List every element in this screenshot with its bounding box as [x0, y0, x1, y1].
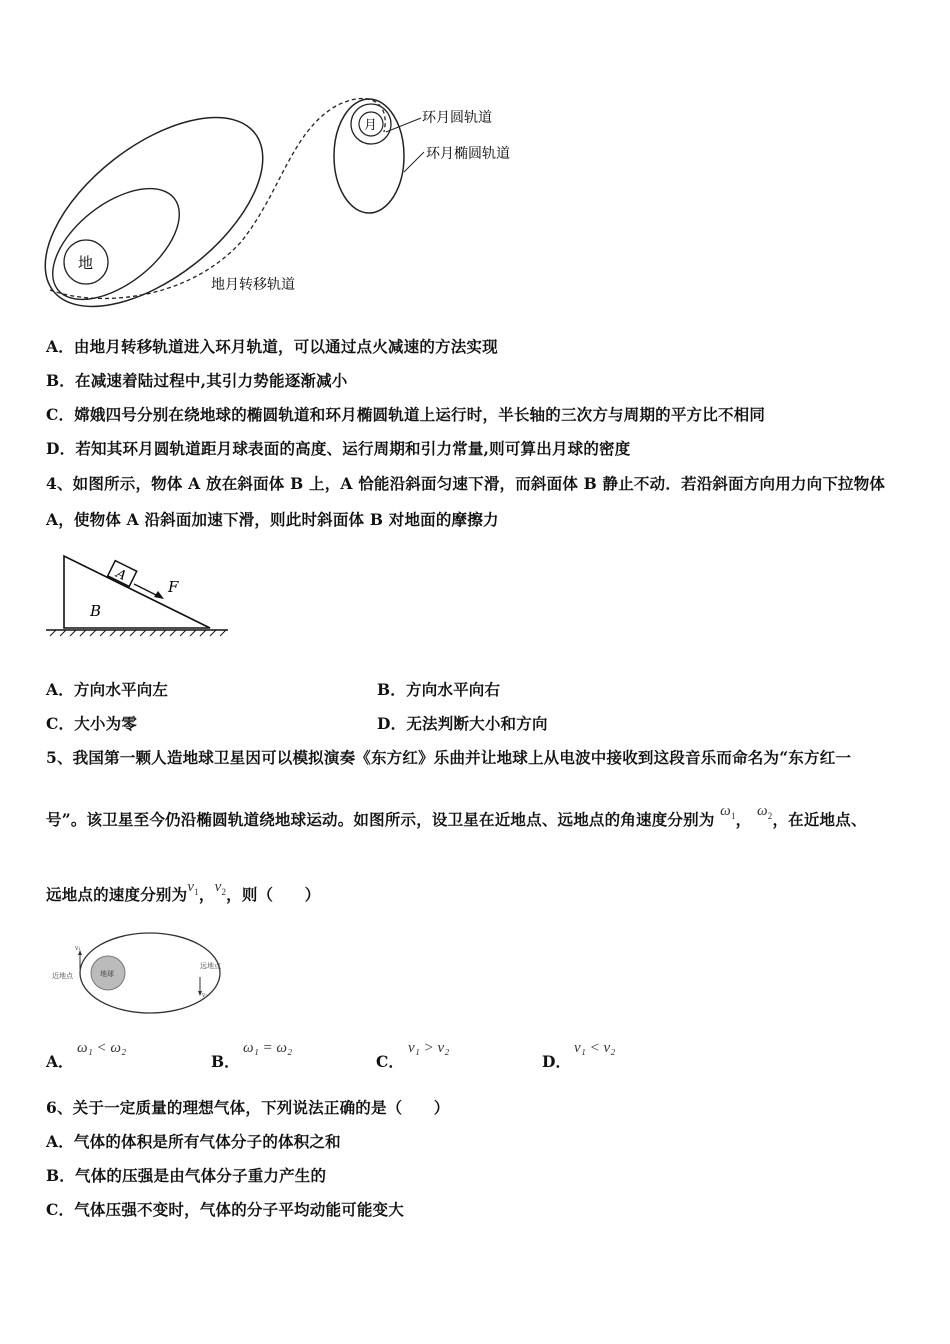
earth-small-orbit	[36, 167, 199, 312]
v1-sub: 1	[194, 887, 199, 897]
v1-symbol	[187, 879, 199, 895]
q5-option-d-math: v₁ < v₂	[574, 1040, 616, 1056]
v1-label: v₁	[75, 945, 81, 952]
incline-block-b	[64, 556, 210, 628]
omega2-sub: 2	[767, 811, 773, 821]
block-a	[107, 561, 136, 588]
v1-letter: v	[187, 879, 195, 895]
q6-option-a: A．气体的体积是所有气体分子的体积之和	[46, 1132, 341, 1151]
q4-option-c: C．大小为零	[46, 714, 138, 733]
moon-label: 月	[364, 118, 378, 133]
q5-stem-line2	[46, 803, 867, 831]
omega1-symbol	[720, 803, 736, 819]
transfer-orbit	[50, 98, 385, 298]
q3-option-b: B．在减速着陆过程中,其引力势能逐渐减小	[46, 371, 348, 390]
force-label: F	[168, 578, 179, 596]
q5-line2-text: 号”。该卫星至今仍沿椭圆轨道绕地球运动。如图所示，设卫星在近地点、远地点的角速度分别为	[46, 810, 715, 829]
ground-hatch	[50, 630, 226, 636]
q5-line3-text: 远地点的速度分别为	[46, 885, 188, 904]
block-b-label: B	[90, 602, 102, 620]
omega2-symbol	[757, 803, 773, 819]
q6-option-b: B．气体的压强是由气体分子重力产生的	[46, 1166, 327, 1185]
q5-stem-line1: 5、我国第一颗人造地球卫星因可以模拟演奏《东方红》乐曲并让地球上从电波中接收到这段音乐而命名为“东方红一	[46, 748, 852, 767]
q3-option-d: D．若知其环月圆轨道距月球表面的高度、运行周期和引力常量,则可算出月球的密度	[46, 439, 631, 458]
q4-option-d: D．无法判断大小和方向	[377, 714, 548, 733]
q5-option-b-label: B．	[211, 1052, 240, 1071]
v2-label: v₂	[202, 992, 208, 999]
omega1-letter: ω	[720, 803, 731, 819]
q5-option-a-math: ω₁ < ω₂	[77, 1040, 127, 1056]
q5-option-c-math: v₁ > v₂	[408, 1040, 450, 1056]
omega2-letter: ω	[756, 803, 768, 819]
q3-option-c: C．嫦娥四号分别在绕地球的椭圆轨道和环月椭圆轨道上运行时，半长轴的三次方与周期的平方比不相同	[46, 405, 766, 424]
q4-option-a: A．方向水平向左	[46, 680, 169, 699]
force-arrowhead	[154, 591, 164, 599]
q5-option-d-label: D．	[542, 1052, 571, 1071]
omega1-sub: 1	[730, 811, 736, 821]
far-point-label: 远地点	[200, 962, 221, 970]
orbit-figure	[36, 92, 546, 312]
v2-sub: 2	[221, 887, 227, 897]
q5-option-c-label: C．	[376, 1052, 404, 1071]
q5-line2-tail: ，在近地点、	[772, 810, 867, 829]
q5-line3-tail: ，则（ ）	[226, 885, 321, 904]
q5-option-b-math: ω₁ = ω₂	[243, 1040, 293, 1056]
block-a-label: A	[113, 566, 129, 585]
near-point-label: 近地点	[52, 972, 73, 980]
satellite-orbit-figure	[50, 925, 250, 1015]
q5-option-a-label: A．	[46, 1052, 74, 1071]
q3-option-a: A．由地月转移轨道进入环月轨道，可以通过点火减速的方法实现	[46, 337, 498, 356]
comma-1: ，	[735, 810, 752, 829]
earth-label: 地	[78, 254, 94, 272]
q5-stem-line3	[46, 879, 321, 906]
v2-symbol	[215, 879, 227, 895]
circular-orbit-label: 环月圆轨道	[422, 110, 492, 126]
incline-figure	[44, 548, 234, 638]
q6-stem: 6、关于一定质量的理想气体，下列说法正确的是（ ）	[46, 1098, 450, 1117]
earth-disc-label: 地球	[100, 970, 114, 978]
q4-option-b: B．方向水平向右	[377, 680, 501, 699]
comma-2: ，	[198, 885, 215, 904]
leader-line-elliptical	[404, 152, 424, 172]
elliptical-orbit-label: 环月椭圆轨道	[426, 146, 510, 162]
q6-option-c: C．气体压强不变时，气体的分子平均动能可能变大	[46, 1200, 404, 1219]
v2-letter: v	[214, 879, 222, 895]
transfer-orbit-label: 地月转移轨道	[211, 277, 295, 293]
q4-stem-line2: A，使物体 A 沿斜面加速下滑，则此时斜面体 B 对地面的摩擦力	[46, 510, 499, 529]
q4-stem-line1: 4、如图所示，物体 A 放在斜面体 B 上，A 恰能沿斜面匀速下滑，而斜面体 B 静止不动．若沿斜面方向用力向下拉物体	[46, 474, 886, 493]
moon-elliptical-orbit	[334, 99, 404, 213]
